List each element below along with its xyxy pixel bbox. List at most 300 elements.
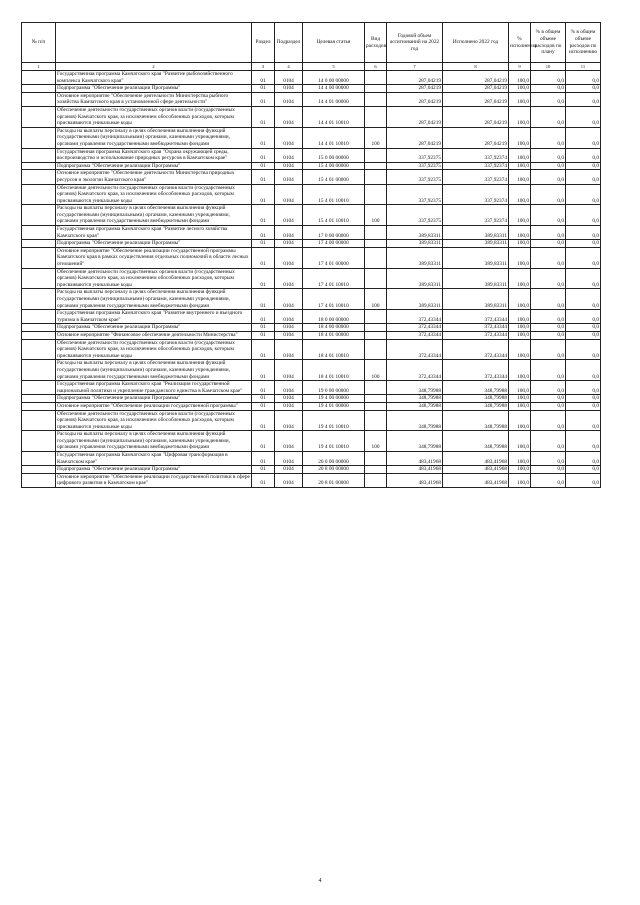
row-csr-cell: 19 4 01 10010 [303, 431, 365, 452]
row-name-cell: Государственная программа Камчатского края "Охрана окружающей среды, воспроизводство и использование природных ресурсов в Камчатском крае" [56, 148, 252, 162]
row-csr-cell: 20 8 00 00000 [303, 466, 365, 474]
row-share-exec-cell: 0,0 [566, 431, 601, 452]
row-share-exec-cell: 0,0 [566, 395, 601, 403]
row-number-cell [22, 268, 56, 289]
column-number: 8 [443, 63, 509, 71]
row-share-exec-cell: 0,0 [566, 381, 601, 395]
row-plan-cell: 389,83311 [387, 226, 443, 240]
row-number-cell [22, 162, 56, 170]
row-pct-cell: 100,0 [509, 205, 531, 226]
row-pct-cell: 100,0 [509, 71, 531, 85]
row-share-plan-cell: 0,0 [531, 324, 566, 332]
row-pct-cell: 100,0 [509, 85, 531, 93]
row-name-cell: Государственная программа Камчатского края "Развитие рыбохозяйственного комплекса Камчатского края" [56, 71, 252, 85]
row-csr-cell: 18 4 01 00000 [303, 331, 365, 339]
row-pct-cell: 100,0 [509, 331, 531, 339]
row-plan-cell: 337,92375 [387, 184, 443, 205]
row-share-plan-cell: 0,0 [531, 226, 566, 240]
row-share-exec-cell: 0,0 [566, 170, 601, 184]
row-pct-cell: 100,0 [509, 395, 531, 403]
row-number-cell [22, 473, 56, 487]
row-number-cell [22, 92, 56, 106]
row-razdel-cell: 01 [252, 127, 275, 148]
row-pct-cell: 100,0 [509, 184, 531, 205]
row-name-cell: Обеспечение деятельности государственных органов власти (государственных органов) Камчатского края, за исключением обособленных расходов, которым присваиваются уникальные коды [56, 410, 252, 431]
row-vr-cell [365, 381, 387, 395]
row-razdel-cell: 01 [252, 240, 275, 248]
row-share-plan-cell: 0,0 [531, 360, 566, 381]
row-razdel-cell: 01 [252, 324, 275, 332]
row-csr-cell: 15 4 00 00000 [303, 162, 365, 170]
row-exec-cell: 348,79988 [443, 431, 509, 452]
row-csr-cell: 14 4 01 10010 [303, 127, 365, 148]
table-row [22, 226, 601, 240]
row-pct-cell: 100,0 [509, 410, 531, 431]
row-csr-cell: 14 0 00 00000 [303, 71, 365, 85]
row-share-plan-cell: 0,0 [531, 431, 566, 452]
row-vr-cell [365, 339, 387, 360]
row-razdel-cell: 01 [252, 431, 275, 452]
row-plan-cell: 337,92375 [387, 162, 443, 170]
row-vr-cell [365, 452, 387, 466]
row-vr-cell: 100 [365, 205, 387, 226]
row-exec-cell: 337,92374 [443, 170, 509, 184]
row-vr-cell [365, 170, 387, 184]
row-razdel-cell: 01 [252, 402, 275, 410]
row-exec-cell: 372,43344 [443, 360, 509, 381]
row-plan-cell: 389,83311 [387, 247, 443, 268]
row-razdel-cell: 01 [252, 331, 275, 339]
row-exec-cell: 287,04219 [443, 85, 509, 93]
row-exec-cell: 389,83311 [443, 240, 509, 248]
row-share-plan-cell: 0,0 [531, 339, 566, 360]
row-pct-cell: 100,0 [509, 466, 531, 474]
row-csr-cell: 17 4 01 10010 [303, 268, 365, 289]
row-number-cell [22, 324, 56, 332]
row-share-plan-cell: 0,0 [531, 268, 566, 289]
row-number-cell [22, 331, 56, 339]
row-name-cell: Расходы на выплаты персоналу в целях обеспечения выполнения функций государственными (муниципальными) органами, казенными учреждениями, органами управления государственными внебюджетными фондами [56, 289, 252, 310]
row-number-cell [22, 289, 56, 310]
table-row [22, 431, 601, 452]
row-pct-cell: 100,0 [509, 289, 531, 310]
header-vr: Вид расходов [365, 23, 387, 63]
row-razdel-cell: 01 [252, 339, 275, 360]
row-csr-cell: 19 4 01 10010 [303, 410, 365, 431]
row-pct-cell: 100,0 [509, 226, 531, 240]
column-numbers-row [22, 63, 601, 71]
row-podrazdel-cell: 0104 [275, 170, 303, 184]
row-exec-cell: 337,92374 [443, 205, 509, 226]
row-plan-cell: 287,04219 [387, 71, 443, 85]
row-csr-cell: 14 4 00 00000 [303, 85, 365, 93]
row-pct-cell: 100,0 [509, 247, 531, 268]
column-number: 7 [387, 63, 443, 71]
row-exec-cell: 483,41968 [443, 466, 509, 474]
row-podrazdel-cell: 0104 [275, 410, 303, 431]
row-name-cell: Обеспечение деятельности государственных органов власти (государственных органов) Камчатского края, за исключением обособленных расходов, которым присваиваются уникальные коды [56, 339, 252, 360]
row-name-cell: Обеспечение деятельности государственных органов власти (государственных органов) Камчатского края, за исключением обособленных расходов, которым присваиваются уникальные коды [56, 268, 252, 289]
table-row [22, 85, 601, 93]
row-name-cell: Подпрограмма "Обеспечение реализации Программы" [56, 162, 252, 170]
row-name-cell: Подпрограмма "Обеспечение реализации Программы" [56, 85, 252, 93]
row-name-cell: Основное мероприятие "Обеспечение реализации государственной политики в сфере цифрового развития в Камчатском крае" [57, 473, 250, 487]
column-number: 4 [275, 63, 303, 71]
row-csr-cell: 17 0 00 00000 [303, 226, 365, 240]
row-plan-cell: 287,04219 [387, 85, 443, 93]
row-plan-cell: 389,83311 [387, 240, 443, 248]
row-razdel-cell: 01 [252, 205, 275, 226]
row-share-plan-cell: 0,0 [531, 331, 566, 339]
column-number: 3 [252, 63, 275, 71]
row-csr-cell: 18 4 01 10010 [303, 360, 365, 381]
row-name-cell: Обеспечение деятельности государственных органов власти (государственных органов) Камчатского края, за исключением обособленных расходов, которым присваиваются уникальные коды [56, 184, 252, 205]
row-csr-cell: 18 4 00 00000 [303, 324, 365, 332]
table-row [22, 339, 601, 360]
header-share-plan: % в общем объеме расходов по плану [531, 23, 566, 63]
row-share-exec-cell: 0,0 [566, 85, 601, 93]
row-number-cell [22, 170, 56, 184]
row-vr-cell [365, 402, 387, 410]
row-vr-cell [365, 240, 387, 248]
row-number-cell [22, 339, 56, 360]
row-exec-cell: 337,92374 [443, 148, 509, 162]
row-exec-cell: 389,83311 [443, 226, 509, 240]
table-row [22, 240, 601, 248]
row-name-cell: Основное мероприятие "Обеспечение реализации государственной программы Камчатского края в рамках осуществления отдельных полномочий в области лесных отношений" [56, 247, 252, 268]
row-share-exec-cell: 0,0 [566, 452, 601, 466]
row-name-cell: Основное мероприятие "Обеспечение реализации государственной программы" [56, 402, 252, 410]
row-exec-cell: 337,92374 [443, 184, 509, 205]
row-razdel-cell: 01 [252, 289, 275, 310]
row-exec-cell: 287,04219 [443, 127, 509, 148]
row-share-plan-cell: 0,0 [531, 85, 566, 93]
row-podrazdel-cell: 0104 [275, 466, 303, 474]
row-plan-cell: 348,79988 [387, 395, 443, 403]
row-share-plan-cell: 0,0 [531, 92, 566, 106]
row-vr-cell [365, 473, 387, 487]
row-number-cell [22, 184, 56, 205]
row-number-cell [22, 381, 56, 395]
row-csr-cell: 18 4 01 10010 [303, 339, 365, 360]
row-name-cell: Обеспечение деятельности государственных органов власти (государственных органов) Камчатского края, за исключением обособленных расходов, которым присваиваются уникальные коды [56, 106, 252, 127]
row-name-cell: Основное мероприятие "Финансовое обеспечение деятельности Министерства" [56, 331, 252, 339]
row-vr-cell [365, 466, 387, 474]
row-plan-cell: 372,43344 [387, 324, 443, 332]
row-vr-cell [365, 92, 387, 106]
row-razdel-cell: 01 [252, 410, 275, 431]
row-csr-cell: 14 4 01 10010 [303, 106, 365, 127]
row-plan-cell: 389,83311 [387, 289, 443, 310]
row-share-exec-cell: 0,0 [566, 148, 601, 162]
row-pct-cell: 100,0 [509, 106, 531, 127]
row-name-cell: Расходы на выплаты персоналу в целях обеспечения выполнения функций государственными (муниципальными) органами, казенными учреждениями, органами управления государственными внебюджетными фондами [56, 360, 252, 381]
row-exec-cell: 389,83311 [443, 268, 509, 289]
row-plan-cell: 348,79988 [387, 410, 443, 431]
row-vr-cell [365, 310, 387, 324]
row-number-cell [22, 395, 56, 403]
row-vr-cell [365, 247, 387, 268]
row-number-cell [22, 148, 56, 162]
row-plan-cell: 348,79988 [387, 402, 443, 410]
row-plan-cell: 372,43344 [387, 339, 443, 360]
row-name-cell: Государственная программа Камчатского края "Развитие лесного хозяйства Камчатского края" [56, 226, 252, 240]
row-razdel-cell: 01 [252, 268, 275, 289]
row-plan-cell: 348,79988 [387, 431, 443, 452]
row-csr-cell: 15 4 01 10010 [303, 184, 365, 205]
row-vr-cell: 100 [365, 289, 387, 310]
row-number-cell [22, 360, 56, 381]
row-plan-cell: 337,92375 [387, 205, 443, 226]
table-row [22, 310, 601, 324]
row-csr-cell: 15 4 01 00000 [303, 170, 365, 184]
table-row [22, 162, 601, 170]
table-row [22, 466, 601, 474]
row-exec-cell: 287,04219 [443, 71, 509, 85]
row-razdel-cell: 01 [252, 162, 275, 170]
column-number: 1 [22, 63, 56, 71]
row-razdel-cell: 01 [252, 395, 275, 403]
row-podrazdel-cell: 0104 [275, 431, 303, 452]
row-number-cell [22, 452, 56, 466]
table-row [22, 395, 601, 403]
row-plan-cell: 389,83311 [387, 268, 443, 289]
row-share-plan-cell: 0,0 [531, 148, 566, 162]
row-vr-cell [365, 71, 387, 85]
row-razdel-cell: 01 [252, 310, 275, 324]
row-pct-cell: 100,0 [509, 452, 531, 466]
row-vr-cell [365, 268, 387, 289]
table-row [22, 127, 601, 148]
row-plan-cell: 337,92375 [387, 170, 443, 184]
row-share-exec-cell: 0,0 [566, 240, 601, 248]
row-plan-cell: 483,41968 [387, 452, 443, 466]
row-share-exec-cell: 0,0 [566, 331, 601, 339]
row-podrazdel-cell: 0104 [275, 226, 303, 240]
row-razdel-cell: 01 [252, 92, 275, 106]
page-number: 4 [318, 878, 322, 884]
row-number-cell [22, 226, 56, 240]
row-share-plan-cell: 0,0 [531, 162, 566, 170]
row-pct-cell: 100,0 [509, 268, 531, 289]
row-share-exec-cell: 0,0 [566, 289, 601, 310]
row-podrazdel-cell: 0104 [275, 289, 303, 310]
row-csr-cell: 17 4 01 10010 [303, 289, 365, 310]
table-row [22, 247, 601, 268]
column-number: 10 [531, 63, 566, 71]
row-number-cell [22, 402, 56, 410]
row-csr-cell: 15 0 00 00000 [303, 148, 365, 162]
row-podrazdel-cell: 0104 [275, 360, 303, 381]
table-row [22, 170, 601, 184]
table-row [22, 360, 601, 381]
column-number: 2 [56, 63, 252, 71]
row-number-cell [22, 85, 56, 93]
row-razdel-cell: 01 [252, 466, 275, 474]
row-podrazdel-cell: 0104 [275, 106, 303, 127]
row-vr-cell [365, 410, 387, 431]
row-share-plan-cell: 0,0 [531, 106, 566, 127]
row-plan-cell: 287,04219 [387, 106, 443, 127]
row-pct-cell: 100,0 [509, 127, 531, 148]
row-exec-cell: 372,43344 [443, 310, 509, 324]
row-vr-cell [365, 324, 387, 332]
row-csr-cell: 19 4 00 00000 [303, 395, 365, 403]
row-share-exec-cell: 0,0 [566, 324, 601, 332]
row-razdel-cell: 01 [252, 71, 275, 85]
row-vr-cell: 100 [365, 360, 387, 381]
row-exec-cell: 287,04219 [443, 92, 509, 106]
row-share-exec-cell: 0,0 [566, 247, 601, 268]
row-exec-cell: 483,41968 [443, 452, 509, 466]
row-number-cell [22, 410, 56, 431]
row-share-plan-cell: 0,0 [531, 184, 566, 205]
row-plan-cell: 337,92375 [387, 148, 443, 162]
row-share-exec-cell: 0,0 [566, 402, 601, 410]
row-plan-cell: 348,79988 [387, 381, 443, 395]
table-row [22, 268, 601, 289]
table-row [22, 71, 601, 85]
row-share-plan-cell: 0,0 [531, 289, 566, 310]
row-name-cell: Подпрограмма "Обеспечение реализации Программы" [56, 395, 252, 403]
row-razdel-cell: 01 [252, 452, 275, 466]
table-row [22, 452, 601, 466]
column-number: 11 [566, 63, 601, 71]
row-pct-cell: 100,0 [509, 310, 531, 324]
header-podrazdel: Подраздел [275, 23, 303, 63]
row-podrazdel-cell: 0104 [275, 395, 303, 403]
row-pct-cell: 100,0 [509, 402, 531, 410]
row-podrazdel-cell: 0104 [275, 452, 303, 466]
row-pct-cell: 100,0 [509, 92, 531, 106]
row-exec-cell: 348,79988 [443, 381, 509, 395]
row-number-cell [22, 431, 56, 452]
row-name-cell: Подпрограмма "Обеспечение реализации Программы" [56, 324, 252, 332]
row-plan-cell: 287,04219 [387, 92, 443, 106]
table-row [22, 473, 601, 487]
row-csr-cell: 14 4 01 00000 [303, 92, 365, 106]
row-plan-cell: 287,04219 [387, 127, 443, 148]
row-number-cell [22, 310, 56, 324]
row-share-plan-cell: 0,0 [531, 170, 566, 184]
row-share-exec-cell: 0,0 [566, 310, 601, 324]
row-razdel-cell: 01 [252, 106, 275, 127]
row-share-exec-cell: 0,0 [566, 226, 601, 240]
row-exec-cell: 483,41968 [443, 473, 509, 487]
table-row [22, 410, 601, 431]
row-exec-cell: 348,79988 [443, 410, 509, 431]
row-share-exec-cell: 0,0 [566, 71, 601, 85]
row-csr-cell: 17 4 00 00000 [303, 240, 365, 248]
row-share-plan-cell: 0,0 [531, 71, 566, 85]
row-podrazdel-cell: 0104 [275, 92, 303, 106]
row-number-cell [22, 240, 56, 248]
row-podrazdel-cell: 0104 [275, 331, 303, 339]
row-share-plan-cell: 0,0 [531, 473, 566, 487]
row-name-cell: Подпрограмма "Обеспечение реализации Программы" [56, 466, 252, 474]
row-name-cell: Государственная программа Камчатского края "Развитие внутреннего и въездного туризма в Камчатском крае" [56, 310, 252, 324]
row-pct-cell: 100,0 [509, 240, 531, 248]
row-pct-cell: 100,0 [509, 162, 531, 170]
row-exec-cell: 372,43344 [443, 331, 509, 339]
row-razdel-cell: 01 [252, 247, 275, 268]
header-name [56, 23, 252, 63]
row-exec-cell: 372,43344 [443, 339, 509, 360]
row-csr-cell: 15 4 01 10010 [303, 205, 365, 226]
row-podrazdel-cell: 0104 [275, 268, 303, 289]
row-razdel-cell: 01 [252, 85, 275, 93]
row-razdel-cell: 01 [252, 184, 275, 205]
row-vr-cell [365, 226, 387, 240]
row-share-exec-cell: 0,0 [566, 92, 601, 106]
row-pct-cell: 100,0 [509, 339, 531, 360]
column-number: 6 [365, 63, 387, 71]
row-vr-cell [365, 184, 387, 205]
row-podrazdel-cell: 0104 [275, 85, 303, 93]
row-vr-cell [365, 162, 387, 170]
row-share-plan-cell: 0,0 [531, 466, 566, 474]
row-plan-cell: 372,43344 [387, 360, 443, 381]
row-share-exec-cell: 0,0 [566, 360, 601, 381]
row-pct-cell: 100,0 [509, 324, 531, 332]
row-podrazdel-cell: 0104 [275, 247, 303, 268]
row-exec-cell: 389,83311 [443, 289, 509, 310]
row-name-cell: Расходы на выплаты персоналу в целях обеспечения выполнения функций государственными (муниципальными) органами, казенными учреждениями, органами управления государственными внебюджетными фондами [56, 431, 252, 452]
row-number-cell [22, 106, 56, 127]
header-num: № п/п [22, 23, 56, 63]
row-pct-cell: 100,0 [509, 360, 531, 381]
row-razdel-cell: 01 [252, 381, 275, 395]
row-share-plan-cell: 0,0 [531, 381, 566, 395]
row-csr-cell: 19 0 00 00000 [303, 381, 365, 395]
row-pct-cell: 100,0 [509, 148, 531, 162]
row-pct-cell: 100,0 [509, 473, 531, 487]
row-share-plan-cell: 0,0 [531, 402, 566, 410]
table-row [22, 289, 601, 310]
row-plan-cell: 483,41968 [387, 466, 443, 474]
row-share-exec-cell: 0,0 [566, 466, 601, 474]
row-podrazdel-cell: 0104 [275, 127, 303, 148]
row-podrazdel-cell: 0104 [275, 71, 303, 85]
row-number-cell [22, 127, 56, 148]
row-number-cell [22, 205, 56, 226]
row-podrazdel-cell: 0104 [275, 381, 303, 395]
row-name-cell: Расходы на выплаты персоналу в целях обеспечения выполнения функций государственными (муниципальными) органами, казенными учреждениями, органами управления государственными внебюджетными фондами [56, 127, 252, 148]
row-vr-cell: 100 [365, 431, 387, 452]
row-share-plan-cell: 0,0 [531, 395, 566, 403]
row-pct-cell: 100,0 [509, 431, 531, 452]
row-plan-cell: 372,43344 [387, 331, 443, 339]
header-share-exec: % в общем объеме расходов по исполнению [566, 23, 601, 63]
budget-table [21, 22, 601, 488]
row-vr-cell [365, 331, 387, 339]
row-podrazdel-cell: 0104 [275, 402, 303, 410]
row-podrazdel-cell: 0104 [275, 473, 303, 487]
row-share-plan-cell: 0,0 [531, 240, 566, 248]
header-razdel: Раздел [252, 23, 275, 63]
row-name-cell: Основное мероприятие "Обеспечение деятельности Министерства рыбного хозяйства Камчатского края в установленной сфере деятельности" [56, 92, 252, 106]
row-podrazdel-cell: 0104 [275, 184, 303, 205]
row-razdel-cell: 01 [252, 170, 275, 184]
row-podrazdel-cell: 0104 [275, 162, 303, 170]
row-number-cell [22, 247, 56, 268]
row-csr-cell: 19 4 01 00000 [303, 402, 365, 410]
row-exec-cell: 287,04219 [443, 106, 509, 127]
row-exec-cell: 372,43344 [443, 324, 509, 332]
header-row [22, 23, 601, 63]
header-pct: % исполнения [509, 23, 531, 63]
table-row [22, 92, 601, 106]
